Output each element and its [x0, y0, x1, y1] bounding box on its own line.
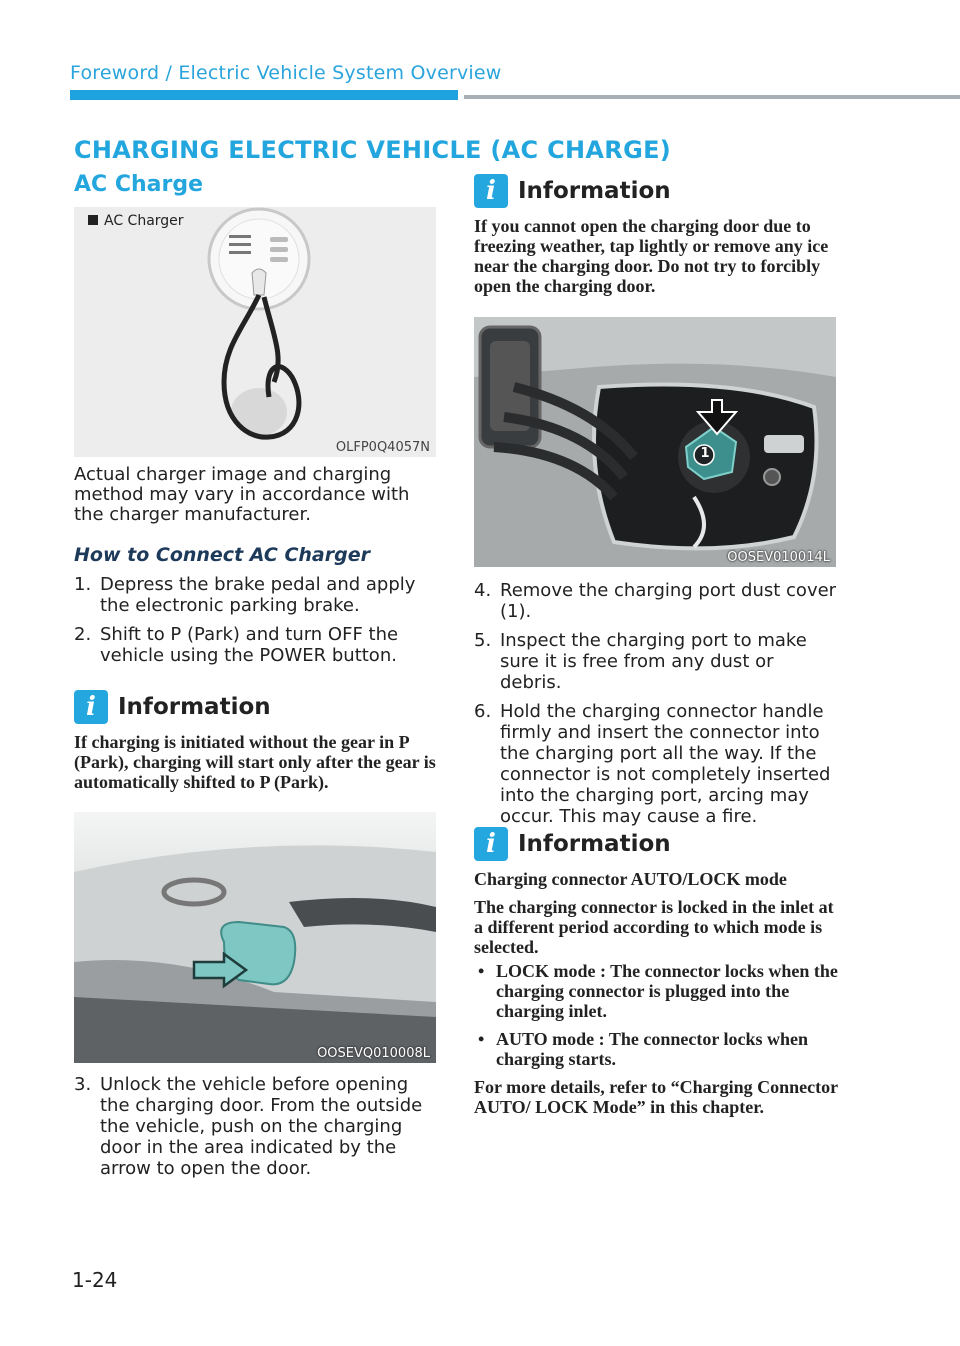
subsection-title: AC Charge — [74, 172, 204, 197]
figure-code: OOSEV010014L — [727, 550, 830, 565]
figure-caption: AC Charger — [88, 213, 184, 229]
header-title: Foreword / Electric Vehicle System Overview — [70, 62, 502, 84]
info-box-1 — [74, 690, 440, 792]
car-front-figure — [74, 812, 436, 1063]
list-item: • LOCK mode : The connector locks when the charging connector is plugged into the charging inlet. — [474, 961, 838, 1021]
info-box-2 — [474, 174, 838, 296]
list-item: 1. Depress the brake pedal and apply the electronic parking brake. — [74, 574, 416, 616]
info-icon: i — [74, 690, 108, 724]
info-heading: i Information — [474, 174, 838, 208]
info-heading: i Information — [474, 827, 838, 861]
info-text-description: The charging connector is locked in the inlet at a different period according to which mode is selected. — [474, 897, 834, 957]
steps-list-a — [74, 574, 442, 674]
info-heading: i Information — [74, 690, 440, 724]
list-item: 2. Shift to P (Park) and turn OFF the vehicle using the POWER button. — [74, 624, 399, 666]
info-text-mode: Charging connector AUTO/LOCK mode — [474, 869, 787, 889]
info-text-reference: For more details, refer to “Charging Connector AUTO/ LOCK Mode” in this chapter. — [474, 1077, 838, 1117]
info-text: If charging is initiated without the gear in P (Park), charging will start only after the gear is automatically shifted to P (Park). — [74, 732, 436, 792]
list-item: • AUTO mode : The connector locks when charging starts. — [474, 1029, 838, 1069]
info-icon: i — [474, 827, 508, 861]
figure-code: OLFP0Q4057N — [335, 440, 430, 455]
header-rule-grey — [464, 95, 960, 99]
charging-port-figure — [474, 317, 836, 567]
steps-list-c — [474, 580, 838, 835]
charging-port-illustration — [474, 317, 836, 567]
ac-charger-illustration — [74, 207, 436, 457]
list-item: 6. Hold the charging connector handle firmly and insert the connector into the charging port all the way. If the connector is not completely inserted into the charging port, arcing may occur. This may cause a fire. — [474, 701, 831, 827]
header-rule-blue — [70, 90, 458, 100]
page-number: 1-24 — [72, 1268, 118, 1292]
list-item: 3. Unlock the vehicle before opening the charging door. From the outside the vehicle, push on the charging door in the area indicated by the arrow to open the door. — [74, 1074, 423, 1179]
info-icon: i — [474, 174, 508, 208]
info-box-3 — [474, 827, 838, 1117]
steps-list-b — [74, 1074, 442, 1187]
figure-code: OOSEVQ010008L — [317, 1046, 430, 1061]
section-title: CHARGING ELECTRIC VEHICLE (AC CHARGE) — [74, 136, 672, 164]
callout-marker: 1 — [700, 446, 710, 461]
info-bullets — [474, 961, 838, 1069]
charger-note: Actual charger image and charging method may vary in accordance with the charger manufacturer. — [74, 464, 410, 525]
ac-charger-figure — [74, 207, 436, 457]
car-front-illustration — [74, 812, 436, 1063]
list-item: 4. Remove the charging port dust cover (1). — [474, 580, 837, 622]
list-item: 5. Inspect the charging port to make sure it is free from any dust or debris. — [474, 630, 807, 693]
connect-heading: How to Connect AC Charger — [74, 544, 370, 566]
info-text: If you cannot open the charging door due to freezing weather, tap lightly or remove any ice near the charging door. Do not try to forcibly open the charging door. — [474, 216, 829, 296]
